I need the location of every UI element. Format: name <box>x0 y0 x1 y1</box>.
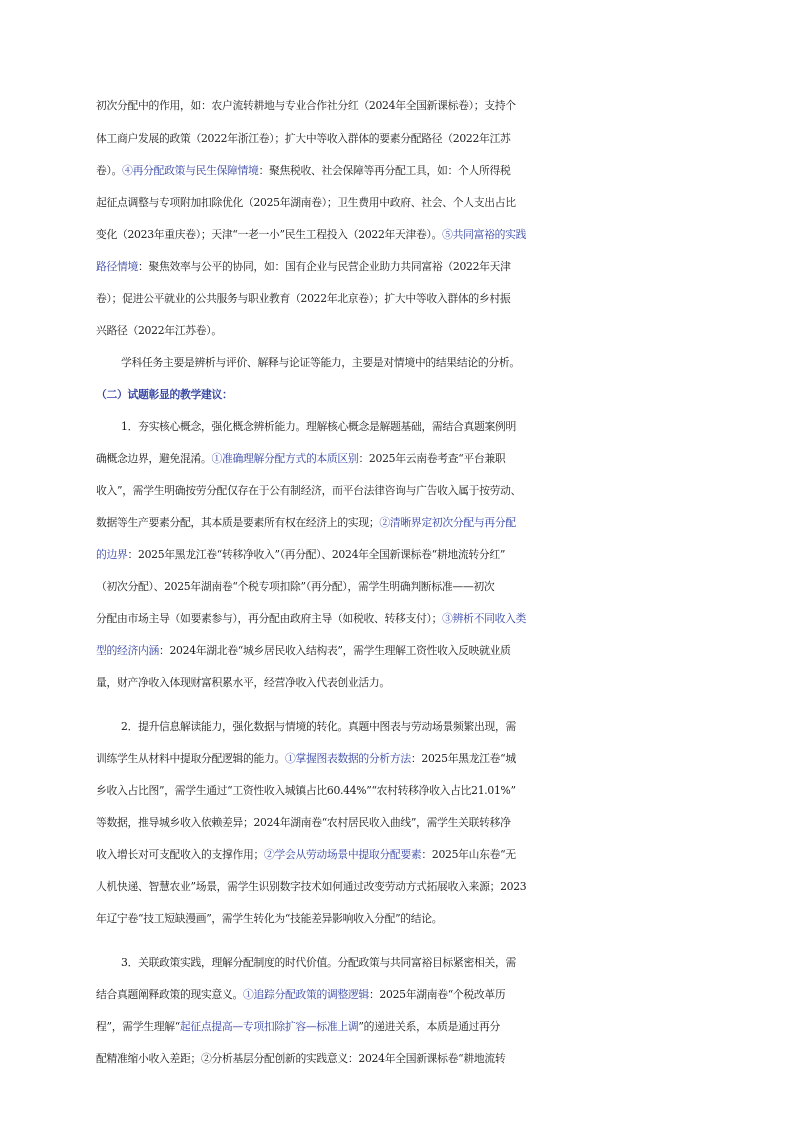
body-text: 收入增长对可支配收入的支撑作用； <box>96 848 264 861</box>
body-text: 结合真题阐释政策的现实意义。 <box>96 988 243 1001</box>
body-text: 确概念边界，避免混淆。 <box>96 452 212 465</box>
text-line <box>96 749 794 769</box>
text-line <box>121 953 794 973</box>
text-line <box>96 481 794 501</box>
text-line <box>96 985 794 1005</box>
body-text: 3．关联政策实践，理解分配制度的时代价值。分配政策与共同富裕目标紧密相关，需 <box>121 956 516 969</box>
body-text: ：2025年黑龙江卷“转移净收入”（再分配）、2024年全国新课标卷“耕地流转分红” <box>127 548 506 561</box>
text-line <box>96 877 794 897</box>
body-text: 量，财产净收入体现财富积累水平，经营净收入代表创业活力。 <box>96 676 390 689</box>
text-line <box>96 1017 794 1037</box>
body-text: 等数据，推导城乡收入依赖差异；2024年湖南卷“农村居民收入曲线”，需学生关联转移净 <box>96 816 511 829</box>
body-text: ：2025年山东卷“无 <box>421 848 516 861</box>
body-text: 卷）。 <box>96 164 123 177</box>
highlighted-text: ③辨析不同收入类 <box>442 612 527 625</box>
text-line <box>96 781 794 801</box>
text-line <box>96 513 794 533</box>
highlighted-text: ④再分配政策与民生保障情境 <box>122 164 259 177</box>
body-text: 变化（2023年重庆卷）；天津“一老一小”民生工程投入（2022年天津卷）。 <box>96 228 443 241</box>
text-line <box>96 813 794 833</box>
highlighted-text: 起征点提高—专项扣除扩容—标准上调 <box>179 1020 359 1033</box>
body-text: 年辽宁卷“技工短缺漫画”，需学生转化为“技能差异影响收入分配”的结论。 <box>96 912 443 925</box>
text-line <box>96 909 794 929</box>
body-text: 收入”，需学生明确按劳分配仅存在于公有制经济，而平台法律咨询与广告收入属于按劳动、 <box>96 484 522 497</box>
text-line <box>96 257 794 277</box>
body-text: （初次分配）、2025年湖南卷“个税专项扣除”（再分配），需学生明确判断标准——初次 <box>96 580 495 593</box>
body-text: ：聚焦税收、社会保障等再分配工具，如：个人所得税 <box>258 164 511 177</box>
highlighted-text: ②学会从劳动场景中提取分配要素 <box>263 848 422 861</box>
body-text: 体工商户发展的政策（2022年浙江卷）；扩大中等收入群体的要素分配路径（2022年江苏 <box>96 132 511 145</box>
body-text: 数据等生产要素分配，其本质是要素所有权在经济上的实现； <box>96 516 380 529</box>
text-line <box>96 96 794 116</box>
text-line <box>96 577 794 597</box>
text-line <box>96 129 794 149</box>
body-text: 兴路径（2022年江苏卷）。 <box>96 324 222 337</box>
text-line <box>96 1049 794 1069</box>
body-text: 卷）；促进公平就业的公共服务与职业教育（2022年北京卷）；扩大中等收入群体的乡村振 <box>96 292 511 305</box>
highlighted-text: ①追踪分配政策的调整逻辑 <box>242 988 369 1001</box>
body-text: 分配由市场主导（如要素参与），再分配由政府主导（如税收、转移支付）； <box>96 612 443 625</box>
text-line <box>121 717 794 737</box>
text-line <box>96 449 794 469</box>
highlighted-text: 路径情境 <box>96 260 138 273</box>
body-text: ”的递进关系，本质是通过再分 <box>358 1020 501 1033</box>
body-text: 配精准缩小收入差距；②分析基层分配创新的实践意义：2024年全国新课标卷“耕地流转 <box>96 1052 506 1065</box>
body-text: 学科任务主要是辨析与评价、解释与论证等能力，主要是对情境中的结果结论的分析。 <box>121 356 520 369</box>
text-line <box>96 545 794 565</box>
body-text: ：2024年湖北卷“城乡居民收入结构表”，需学生理解工资性收入反映就业质 <box>158 644 511 657</box>
body-text: 2．提升信息解读能力，强化数据与情境的转化。真题中图表与劳动场景频繁出现，需 <box>121 720 516 733</box>
text-line <box>96 673 794 693</box>
body-text: 初次分配中的作用，如：农户流转耕地与专业合作社分红（2024年全国新课标卷）；支持个 <box>96 99 516 112</box>
text-line <box>96 385 794 405</box>
text-line <box>96 609 794 629</box>
text-line <box>96 321 794 341</box>
highlighted-text: ①准确理解分配方式的本质区别 <box>211 452 359 465</box>
text-line <box>96 641 794 661</box>
text-line <box>96 161 794 181</box>
body-text: ：2025年湖南卷“个税改革历 <box>368 988 506 1001</box>
body-text: ：2025年黑龙江卷“城 <box>410 752 516 765</box>
body-text: ：聚焦效率与公平的协同，如：国有企业与民营企业助力共同富裕（2022年天津 <box>138 260 511 273</box>
highlighted-text: 型的经济内涵 <box>96 644 159 657</box>
body-text: ：2025年云南卷考查“平台兼职 <box>358 452 506 465</box>
body-text: 起征点调整与专项附加扣除优化（2025年湖南卷）；卫生费用中政府、社会、个人支出占比 <box>96 196 516 209</box>
highlighted-text: ⑤共同富裕的实践 <box>442 228 527 241</box>
body-text: 程”，需学生理解“ <box>96 1020 180 1033</box>
text-line <box>96 225 794 245</box>
text-line <box>96 845 794 865</box>
body-text: 训练学生从材料中提取分配逻辑的能力。 <box>96 752 285 765</box>
highlighted-text: ②清晰界定初次分配与再分配 <box>379 516 516 529</box>
text-line <box>96 193 794 213</box>
text-line <box>121 417 794 437</box>
text-line <box>96 289 794 309</box>
body-text: 乡收入占比图”，需学生通过“工资性收入城镇占比60.44%”“农村转移净收入占比21.01%” <box>96 784 516 797</box>
text-line <box>121 353 794 373</box>
body-text: 人机快递、智慧农业”场景，需学生识别数字技术如何通过改变劳动方式拓展收入来源；2023 <box>96 880 527 893</box>
highlighted-text: （二）试题彰显的教学建议： <box>96 388 233 401</box>
highlighted-text: 的边界 <box>96 548 128 561</box>
body-text: 1．夯实核心概念，强化概念辨析能力。理解核心概念是解题基础，需结合真题案例明 <box>121 420 516 433</box>
highlighted-text: ①掌握图表数据的分析方法 <box>284 752 411 765</box>
